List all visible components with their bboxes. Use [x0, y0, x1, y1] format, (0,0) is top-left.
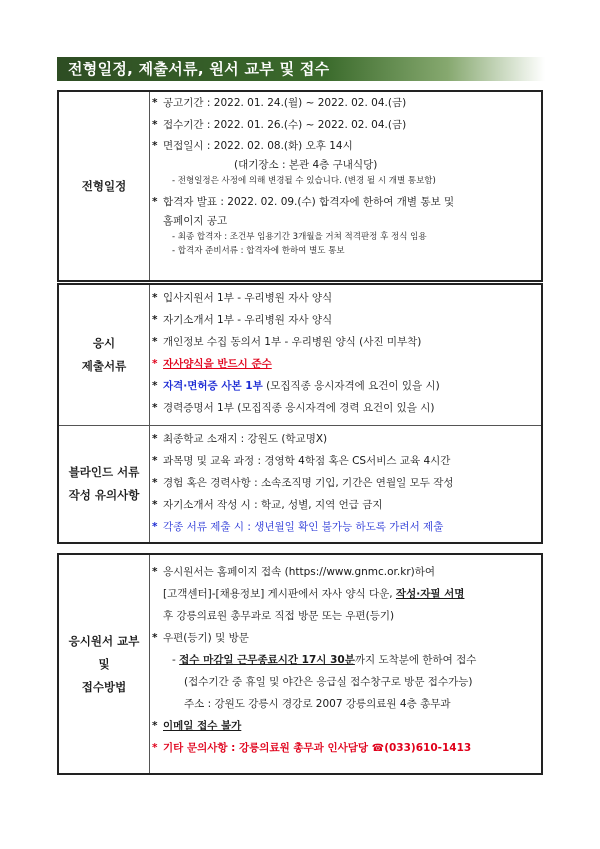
- method-content: [150, 554, 543, 774]
- blind-courses: * 과목명 및 교육 과정 : 경영학 4학점 혹은 CS서비스 교육 4시간: [150, 450, 541, 472]
- method-holiday-note: (접수기간 중 휴일 및 야간은 응급실 접수창구로 방문 접수가능): [184, 676, 473, 688]
- method-contact: [150, 737, 541, 760]
- method-homepage-b: )하여: [410, 566, 436, 578]
- method-address: 주소 : 강원도 강릉시 경강로 2007 강릉의료원 4층 총무과: [184, 698, 451, 710]
- section-banner: 전형일정, 제출서류, 원서 교부 및 접수: [57, 57, 545, 81]
- documents-label-line2: 제출서류: [81, 359, 127, 373]
- doc-license: [150, 375, 541, 397]
- schedule-label: 전형일정: [58, 91, 150, 281]
- method-deadline-strong: 접수 마감일 근무종료시간 17시 30분: [179, 654, 355, 666]
- blind-content: [150, 426, 543, 544]
- method-contact-text: 기타 문의사항 : 강릉의료원 총무과 인사담당: [163, 742, 372, 754]
- documents-label-line1: 응시: [92, 336, 116, 350]
- interview-date: * 면접일시 : 2022. 02. 08.(화) 오후 14시: [150, 136, 541, 156]
- method-deadline-dash: -: [172, 654, 180, 666]
- blind-birthdate: * 각종 서류 제출 시 : 생년월일 확인 불가능 하도록 가려서 제출: [150, 516, 541, 538]
- phone-icon: ☎: [371, 743, 385, 754]
- schedule-note: - 전형일정은 사정에 의해 변경될 수 있습니다. (변경 될 시 개별 통보함): [172, 176, 436, 186]
- doc-career: * 경력증명서 1부 (모집직종 응시자격에 경력 요건이 있을 시): [150, 397, 541, 419]
- method-deadline: [150, 649, 541, 671]
- blind-school: * 최종학교 소재지 : 강원도 (학교명X): [150, 428, 541, 450]
- homepage-link[interactable]: https://www.gnmc.or.kr: [288, 566, 411, 578]
- blind-label-line2: 작성 유의사항: [68, 488, 140, 502]
- method-label-line3: 접수방법: [81, 679, 127, 694]
- documents-note: - 합격자 준비서류 : 합격자에 한하여 별도 통보: [172, 246, 345, 256]
- method-submit: 후 강릉의료원 총무과로 직접 방문 또는 우편(등기): [163, 610, 395, 622]
- blind-experience: * 경험 혹은 경력사항 : 소속조직명 기입, 기간은 연월일 모두 작성: [150, 472, 541, 494]
- waiting-place: (대기장소 : 본관 4층 구내식당): [234, 159, 378, 171]
- result-announce: * 합격자 발표 : 2022. 02. 09.(수) 합격자에 한하여 개별 통보 및: [150, 192, 541, 212]
- blind-self-intro: * 자기소개서 작성 시 : 학교, 성별, 지역 언급 금지: [150, 494, 541, 516]
- method-homepage: [150, 561, 541, 583]
- method-homepage-a: 응시원서는 홈페이지 접속 (: [163, 566, 289, 578]
- result-announce-cont: 홈페이지 공고: [163, 215, 228, 227]
- method-mail-visit: * 우편(등기) 및 방문: [150, 627, 541, 649]
- doc-license-cond: (모집직종 응시자격에 요건이 있을 시): [262, 380, 440, 392]
- method-download: [150, 583, 541, 605]
- method-no-email-text: 이메일 접수 불가: [163, 720, 242, 732]
- documents-content: [150, 284, 543, 426]
- doc-self-intro: * 자기소개서 1부 - 우리병원 자사 양식: [150, 309, 541, 331]
- announce-period: * 공고기간 : 2022. 01. 24.(월) ~ 2022. 02. 04.(금): [150, 92, 541, 114]
- doc-application: * 입사지원서 1부 - 우리병원 자사 양식: [150, 287, 541, 309]
- method-signature: 작성·자필 서명: [395, 588, 465, 600]
- method-label: [58, 554, 150, 774]
- schedule-table: [57, 90, 543, 282]
- blind-label: [58, 426, 150, 544]
- documents-table: [57, 283, 543, 544]
- schedule-content: [150, 91, 543, 281]
- doc-license-strong: 자격·면허증 사본 1부: [163, 380, 263, 392]
- application-period: * 접수기간 : 2022. 01. 26.(수) ~ 2022. 02. 04.(금): [150, 114, 541, 136]
- final-pass-note: - 최종 합격자 : 조건부 임용기간 3개월을 거쳐 적격판정 후 정식 임용: [172, 232, 427, 242]
- documents-label: [58, 284, 150, 426]
- doc-privacy-consent: * 개인정보 수집 동의서 1부 - 우리병원 양식 (사진 미부착): [150, 331, 541, 353]
- method-label-line1: 응시원서 교부: [68, 633, 140, 648]
- method-label-line2: 및: [98, 656, 110, 671]
- application-method-table: [57, 553, 543, 775]
- method-deadline-rest: 까지 도착분에 한하여 접수: [354, 654, 477, 666]
- doc-form-notice-text: 자사양식을 반드시 준수: [163, 358, 272, 370]
- doc-form-notice: [150, 353, 541, 375]
- method-no-email: [150, 715, 541, 737]
- method-download-a: [고객센터]-[채용정보] 게시판에서 자사 양식 다운,: [163, 588, 396, 600]
- method-contact-phone: (033)610-1413: [384, 742, 472, 754]
- blind-label-line1: 블라인드 서류: [68, 465, 140, 479]
